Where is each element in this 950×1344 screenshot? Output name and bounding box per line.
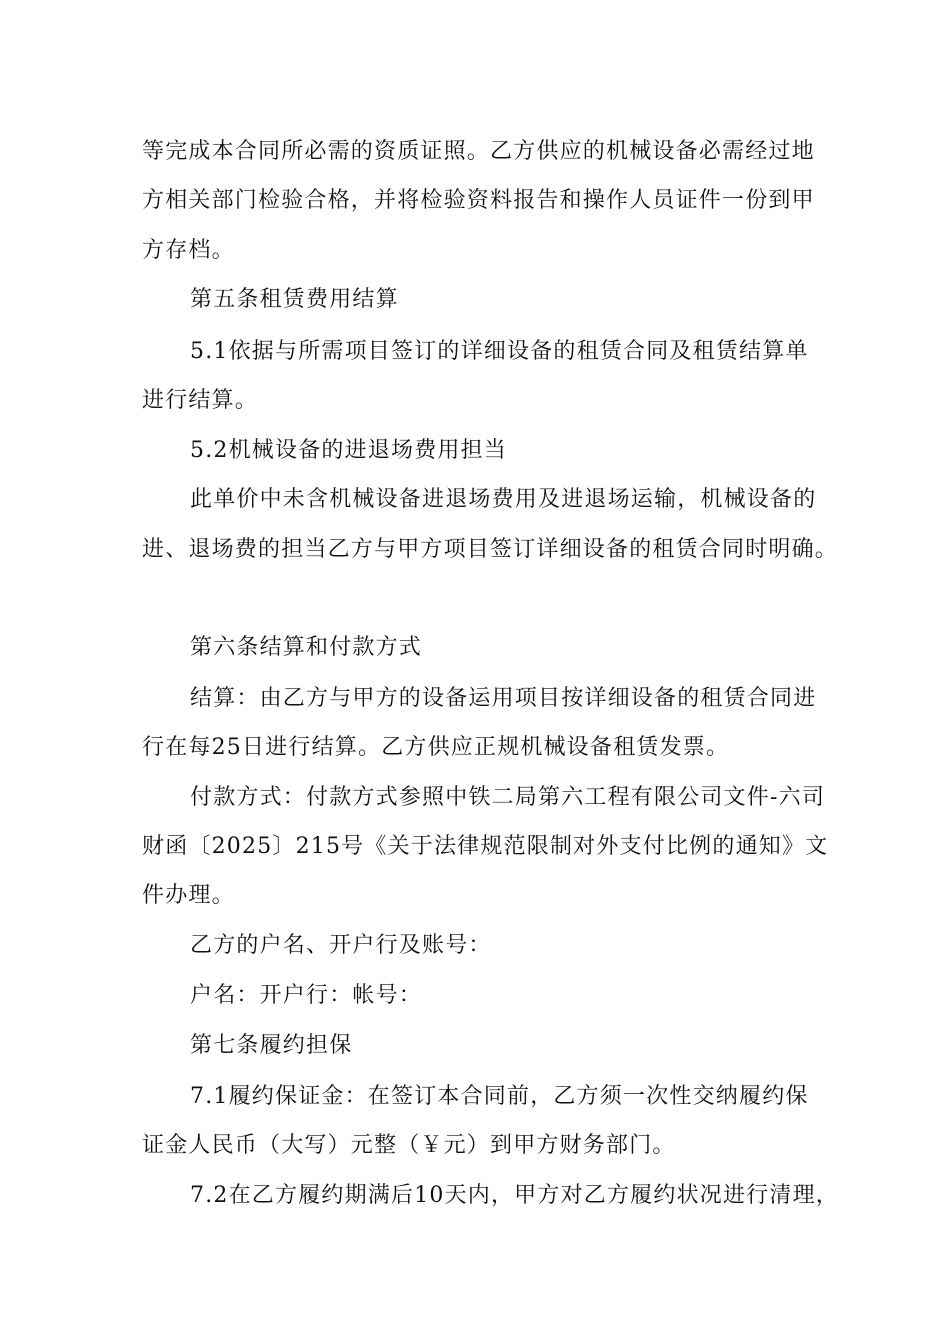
paragraph-line: 付款方式：付款方式参照中铁二局第六工程有限公司文件-六司 xyxy=(190,785,826,810)
paragraph-line: 件办理。 xyxy=(142,883,235,908)
account-info-line: 户名：开户行：帐号： xyxy=(190,983,423,1008)
section-heading: 第六条结算和付款方式 xyxy=(190,635,423,660)
paragraph-line: 结算：由乙方与甲方的设备运用项目按详细设备的租赁合同进 xyxy=(190,686,817,711)
paragraph-line: 财函〔2025〕215号《关于法律规范限制对外支付比例的通知》文 xyxy=(142,834,829,859)
paragraph-line: 进行结算。 xyxy=(142,388,259,413)
section-heading: 第七条履约担保 xyxy=(190,1033,353,1058)
paragraph-line: 行在每25日进行结算。乙方供应正规机械设备租赁发票。 xyxy=(142,735,730,760)
paragraph-line: 乙方的户名、开户行及账号： xyxy=(190,933,492,958)
clause-heading: 5.2机械设备的进退场费用担当 xyxy=(190,438,507,463)
clause-line: 7.2在乙方履约期满后10天内，甲方对乙方履约状况进行清理， xyxy=(190,1183,839,1208)
section-heading: 第五条租赁费用结算 xyxy=(190,287,399,312)
paragraph-line: 此单价中未含机械设备进退场费用及进退场运输，机械设备的 xyxy=(190,487,817,512)
paragraph-line: 方存档。 xyxy=(142,238,235,263)
paragraph-line: 方相关部门检验合格，并将检验资料报告和操作人员证件一份到甲 xyxy=(142,188,815,213)
clause-line: 7.1履约保证金：在签订本合同前，乙方须一次性交纳履约保 xyxy=(190,1084,809,1109)
paragraph-line: 等完成本合同所必需的资质证照。乙方供应的机械设备必需经过地 xyxy=(142,139,815,164)
clause-line: 5.1依据与所需项目签订的详细设备的租赁合同及租赁结算单 xyxy=(190,339,809,364)
paragraph-line: 进、退场费的担当乙方与甲方项目签订详细设备的租赁合同时明确。 xyxy=(142,537,839,562)
paragraph-line: 证金人民币（大写）元整（￥元）到甲方财务部门。 xyxy=(142,1133,676,1158)
